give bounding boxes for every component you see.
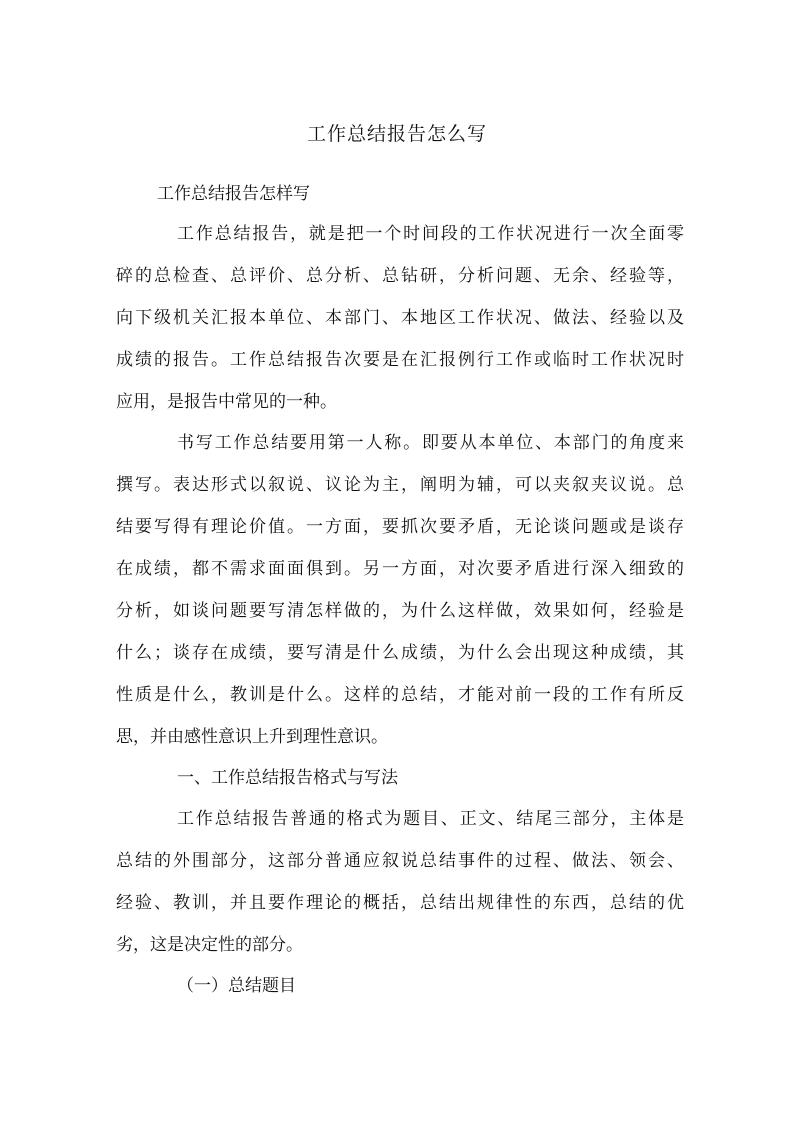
paragraph-1-line-5: 应用，是报告中常见的一种。	[116, 392, 337, 412]
paragraph-1-line-3: 向下级机关汇报本单位、本部门、本地区工作状况、做法、经验以及	[116, 308, 684, 328]
paragraph-2-line-3: 结要写得有理论价值。一方面，要抓次要矛盾，无论谈问题或是谈存	[116, 517, 684, 537]
paragraph-1-line-4: 成绩的报告。工作总结报告次要是在汇报例行工作或临时工作状况时	[116, 350, 684, 370]
section-1-heading: 一、工作总结报告格式与写法	[177, 768, 398, 788]
paragraph-2-line-7: 性质是什么，教训是什么。这样的总结，才能对前一段的工作有所反	[116, 685, 684, 705]
paragraph-1-line-1: 工作总结报告，就是把一个时间段的工作状况进行一次全面零	[177, 224, 684, 244]
paragraph-3-line-1: 工作总结报告普通的格式为题目、正文、结尾三部分，主体是	[177, 809, 684, 829]
paragraph-2-line-5: 分析，如谈问题要写清怎样做的，为什么这样做，效果如何，经验是	[116, 601, 684, 621]
paragraph-3-line-4: 劣，这是决定性的部分。	[116, 935, 303, 955]
paragraph-2-line-4: 在成绩，都不需求面面俱到。另一方面，对次要矛盾进行深入细致的	[116, 559, 684, 579]
paragraph-3-line-3: 经验、教训，并且要作理论的概括，总结出规律性的东西，总结的优	[116, 893, 684, 913]
paragraph-2-line-8: 思，并由感性意识上升到理性意识。	[116, 727, 388, 747]
document-title: 工作总结报告怎么写	[306, 123, 487, 145]
paragraph-1-line-2: 碎的总检查、总评价、总分析、总钻研，分析问题、无余、经验等，	[116, 266, 684, 286]
subsection-1-heading: （一）总结题目	[177, 976, 296, 996]
document-subtitle: 工作总结报告怎样写	[157, 184, 310, 204]
paragraph-2-line-1: 书写工作总结要用第一人称。即要从本单位、本部门的角度来	[177, 433, 684, 453]
paragraph-2-line-2: 撰写。表达形式以叙说、议论为主，阐明为辅，可以夹叙夹议说。总	[116, 475, 684, 495]
paragraph-2-line-6: 什么；谈存在成绩，要写清是什么成绩，为什么会出现这种成绩，其	[116, 643, 684, 663]
paragraph-3-line-2: 总结的外围部分，这部分普通应叙说总结事件的过程、做法、领会、	[116, 851, 684, 871]
